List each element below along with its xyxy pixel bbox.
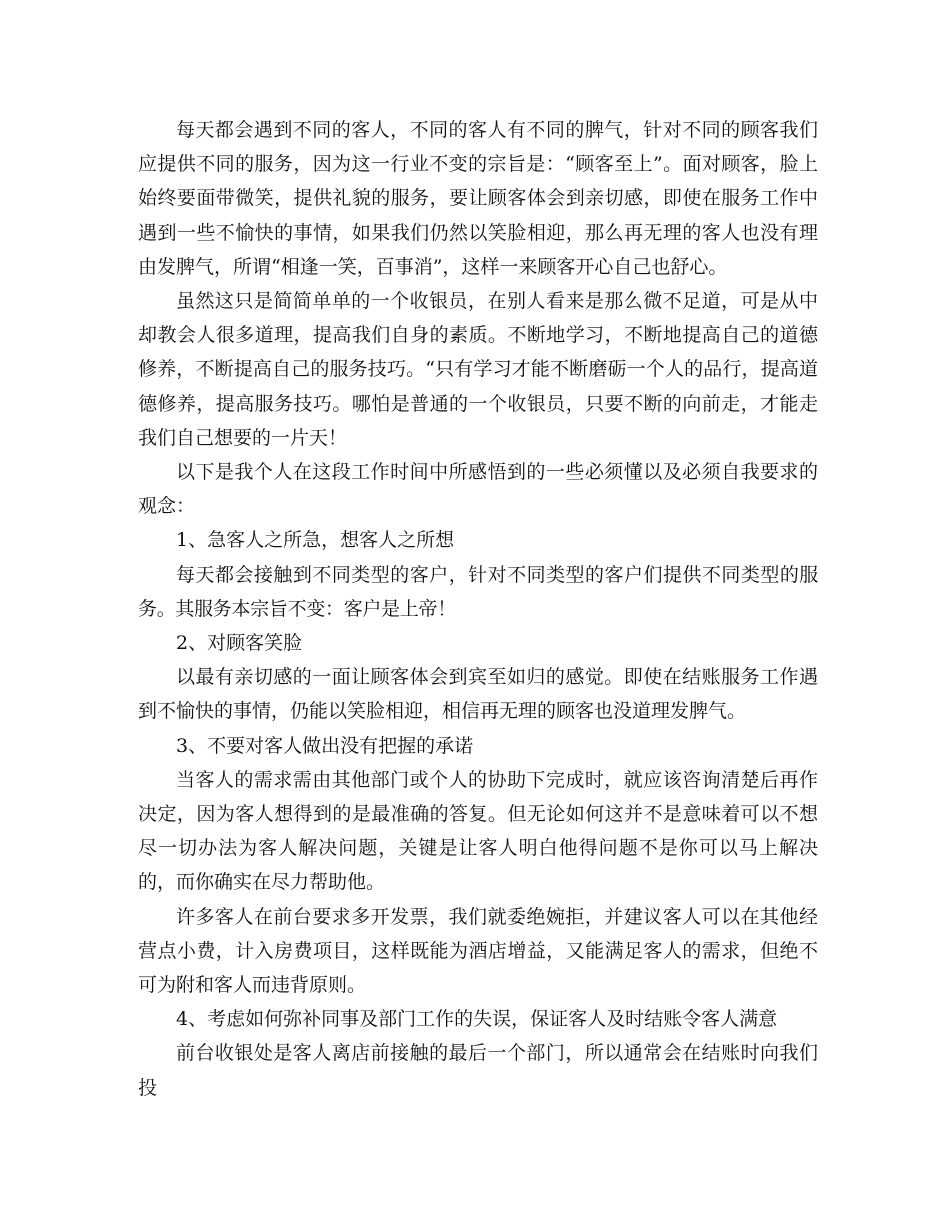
document-body — [138, 113, 818, 1105]
heading-1: 1、急客人之所急，想客人之所想 — [176, 529, 455, 552]
paragraph-4: 每天都会接触到不同类型的客户，针对不同类型的客户们提供不同类型的服务。其服务本宗旨不变：客户是上帝！ — [138, 563, 818, 620]
paragraph-7: 许多客人在前台要求多开发票，我们就委绝婉拒，并建议客人可以在其他经营点小费，计入房费项目，这样既能为酒店增益，又能满足客人的需求，但绝不可为附和客人而违背原则。 — [138, 905, 818, 997]
paragraph-6: 当客人的需求需由其他部门或个人的协助下完成时，就应该咨询清楚后再作决定，因为客人想得到的是最准确的答复。但无论如何这并不是意味着可以不想尽一切办法为客人解决问题，关键是让客人明白他得问题不是你可以马上解决的，而你确实在尽力帮助他。 — [138, 768, 818, 894]
paragraph-2: 虽然这只是简简单单的一个收银员，在别人看来是那么微不足道，可是从中却教会人很多道理，提高我们自身的素质。不断地学习，不断地提高自己的道德修养，不断提高自己的服务技巧。“只有学习才能不断磨砺一个人的品行，提高道德修养，提高服务技巧。哪怕是普通的一个收银员，只要不断的向前走，才能走我们自己想要的一片天！ — [138, 290, 818, 449]
paragraph-3: 以下是我个人在这段工作时间中所感悟到的一些必须懂以及必须自我要求的观念： — [138, 461, 818, 518]
heading-2: 2、对顾客笑脸 — [176, 632, 303, 655]
heading-3: 3、不要对客人做出没有把握的承诺 — [176, 734, 474, 757]
heading-4: 4、考虑如何弥补同事及部门工作的失误，保证客人及时结账令客人满意 — [176, 1008, 778, 1031]
paragraph-5: 以最有亲切感的一面让顾客体会到宾至如归的感觉。即使在结账服务工作遇到不愉快的事情，仍能以笑脸相迎，相信再无理的顾客也没道理发脾气。 — [138, 666, 818, 723]
paragraph-1: 每天都会遇到不同的客人，不同的客人有不同的脾气，针对不同的顾客我们应提供不同的服务，因为这一行业不变的宗旨是：“顾客至上”。面对顾客，脸上始终要面带微笑，提供礼貌的服务，要让顾客体会到亲切感，即使在服务工作中遇到一些不愉快的事情，如果我们仍然以笑脸相迎，那么再无理的客人也没有理由发脾气，所谓“相逢一笑，百事消”，这样一来顾客开心自己也舒心。 — [138, 119, 818, 278]
paragraph-8: 前台收银处是客人离店前接触的最后一个部门，所以通常会在结账时向我们投 — [138, 1042, 818, 1099]
